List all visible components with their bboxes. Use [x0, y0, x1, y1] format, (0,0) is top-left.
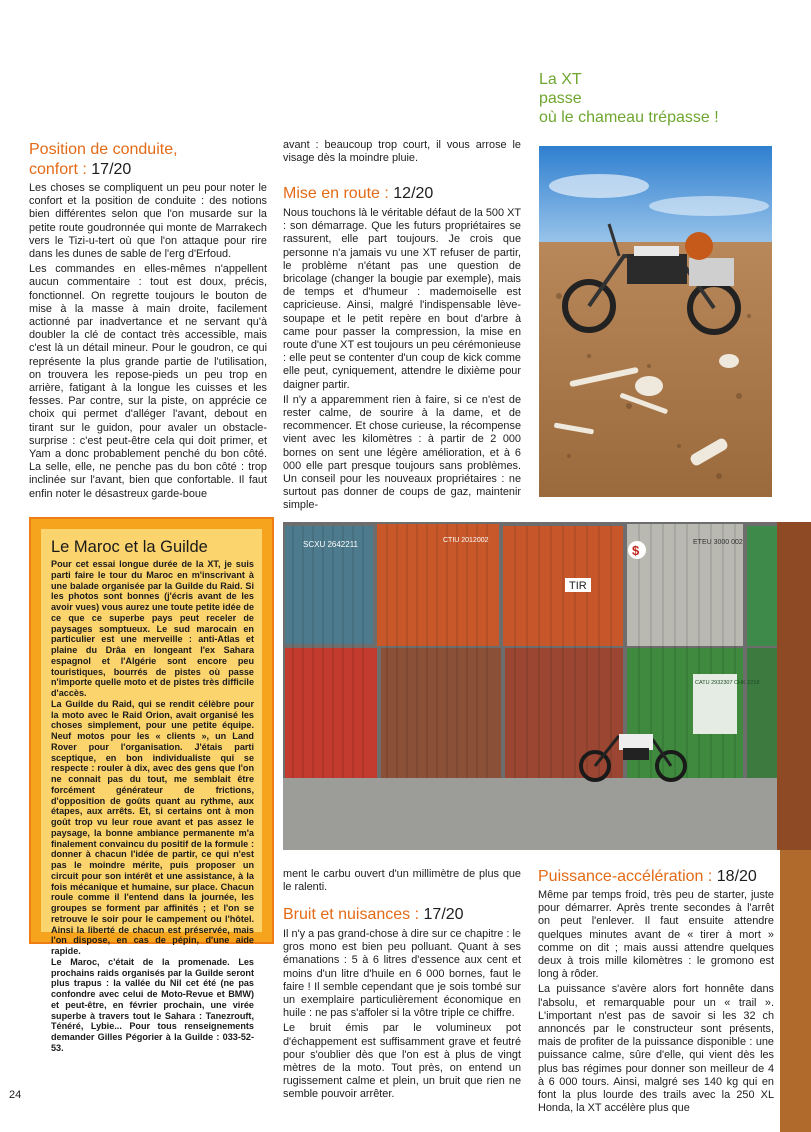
- paragraph: Les choses se compliquent un peu pour noter le confort et la position de conduite : des notions bien différentes selon que l'on musarde sur la petite route goudronnée qui monte de Marrakech vers le Tizi-u-tert où que l'on attaque pour rire dans les dunes de sable de l'erg d'Erfoud.: [29, 182, 267, 261]
- paragraph: Il n'y a pas grand-chose à dire sur ce chapitre : le gros mono est bien peu polluant. Quant à ses émanations : 5 à 6 litres d'essence aux cent et moins d'un litre d'huile en 6 000 bornes, faut le faire ! Il semble cependant que je sois tombé sur un exemplaire particulièrement économique en huile : ne pas s'affoler si la vôtre triple ce chiffre.: [283, 928, 521, 1020]
- section-position-heading: [29, 140, 267, 180]
- tagline-line-2: passe: [539, 90, 582, 107]
- section-mise-title: Mise en route :: [283, 185, 389, 202]
- sidebar-title: Le Maroc et la Guilde: [51, 538, 208, 556]
- container-code-right: ETEU 3000 002: [693, 539, 743, 546]
- desert-photo-illustration: [539, 146, 772, 497]
- col2-top-continuation: avant : beaucoup trop court, il vous arrose le visage dès la moindre pluie.: [283, 139, 521, 165]
- desert-motorcycle-photo: [539, 146, 772, 497]
- section-position-score: 17/20: [91, 161, 132, 178]
- section-bruit-score: 17/20: [423, 906, 464, 923]
- right-edge-photo-bleed: [780, 850, 811, 1132]
- section-position-body: [29, 182, 267, 501]
- section-mise: [283, 184, 521, 515]
- paragraph: Le Maroc, c'était de la promenade. Les prochains raids organisés par la Guilde seront plus trapus : la vallée du Nil cet été (ne pas confondre avec celui de Moto-Revue et BMW) et peut-être, en février prochain, une virée superbe à travers tout le Sahara : Tanezrouft, Ténéré, Lybie... Pour tous renseignements demander Gilles Pégorier à la Guilde : 033-52-53.: [51, 956, 254, 1053]
- tir-label: TIR: [569, 580, 587, 592]
- section-mise-heading: [283, 184, 521, 204]
- section-bruit-heading: [283, 905, 521, 925]
- tagline-line-3: où le chameau trépasse !: [539, 109, 719, 126]
- section-position-title-2: confort :: [29, 161, 87, 178]
- section-puissance-title: Puissance-accélération :: [538, 868, 713, 885]
- section-position-title-1: Position de conduite,: [29, 141, 178, 158]
- paragraph: Nous touchons là le véritable défaut de la 500 XT : son démarrage. Que les futurs propriétaires se rassurent, elle part toujours. Je crois que personne n'a jamais vu une XT refuser de partir, le problème n'étant pas une question de bricolage (changer la bougie par exemple), mais de temps et d'humeur : mademoiselle est capricieuse. Ainsi, malgré l'indispensable lève-soupape et le petit repère en bout d'arbre à came pour passer la compression, la mise en route d'une XT est toujours un peu cérémonieuse : elle peut se contenter d'un coup de kick comme elle peut, cyniquement, attendre le dixième pour daigner partir.: [283, 207, 521, 391]
- paragraph: La puissance s'avère alors fort honnête dans l'absolu, et remarquable pour un « trail ». L'important n'est pas de savoir si les 32 ch annoncés par le constructeur sont présents, mais de profiter de la puissance disponible : une puissance calme, sûre d'elle, qui vient dès les plus bas régimes pour donner son meilleur de 4 à 6 000 tours. Ainsi, malgré ses 140 kg qui en font la plus lourde des trails avec la 250 XL Honda, la XT accélère plus que: [538, 983, 774, 1115]
- tagline-line-1: La XT: [539, 71, 582, 88]
- container-code-green: CATU 2932307 CHK 2218: [695, 680, 760, 686]
- dollar-logo: $: [632, 543, 640, 558]
- tagline: [539, 70, 799, 127]
- paragraph: La Guilde du Raid, qui se rendit célèbre pour la moto avec le Raid Orion, avait organisé les choses simplement, pour une petite équipe. Neuf motos pour les « clients », un Land Rover pour l'organisation. J'étais parti sceptique, en bon individualiste qui se respecte : rouler à dix, avec des gens que l'on ne connait pas du tout, me semblait être forcément générateur de frictions, d'opposition de goûts quant au rythme, aux étapes, aux arrêts. Et, si certains ont à mon goût trop vu leur roue avant et pas assez le paysage, la bonne ambiance permanente m'a finalement convaincu du positif de la formule : donner à chacun l'idée de partir, ce qui n'est pas le moindre mérite, puis proposer un circuit pour son intérêt et une assistance, à la fois mécanique et humaine, sur place. Chacun roule comme il l'entend dans la journée, les groupes se forment par affinités ; et l'on se retrouve le soir pour le campement ou l'hôtel. Ainsi la liberté de chacun est préservée, mais l'on dispose, en cas de pépin, d'une aide rapide.: [51, 698, 254, 956]
- page-number: 24: [9, 1089, 22, 1101]
- container-code-center: CTIU 2012002: [443, 537, 489, 544]
- paragraph: Le bruit émis par le volumineux pot d'échappement est suffisamment grave et feutré pour s'oublier dès que l'on est à plus de vingt mètres de la moto. Tout près, on entend un rugissement calme et plein, un bruit que rien ne semble pouvoir arrêter.: [283, 1022, 521, 1101]
- paragraph: Il n'y a apparemment rien à faire, si ce n'est de rester calme, de sourire à la dame, et de recommencer. Et chose curieuse, la récompense vient avec les kilomètres : à partir de 2 000 bornes on sent une légère amélioration, et à 6 000 elle part presque toujours sans problèmes. Un conseil pour les nouveaux propriétaires : ne surtout pas donner de coups de gaz, maintenir simple-: [283, 393, 521, 512]
- section-puissance-body: [538, 889, 774, 1115]
- section-puissance-heading: [538, 867, 774, 887]
- section-mise-score: 12/20: [393, 185, 434, 202]
- paragraph: Même par temps froid, très peu de starter, juste pour démarrer. Après trente secondes à l'arrêt on peut l'enlever. Il faut ensuite attendre quelques minutes avant de « tirer à mort » comme on dit ; mais aussi attendre quelques deux à trois mille kilomètres : le gromono est long à rôder.: [538, 889, 774, 981]
- section-puissance: [538, 867, 774, 1117]
- section-puissance-score: 18/20: [716, 868, 757, 885]
- container-code-left: SCXU 2642211: [303, 540, 358, 549]
- section-bruit-body: [283, 928, 521, 1102]
- containers-illustration: [283, 522, 811, 850]
- section-bruit: [283, 905, 521, 1104]
- sidebar-body: [51, 559, 254, 1054]
- section-position: [29, 140, 267, 503]
- col2-bottom-continuation: ment le carbu ouvert d'un millimètre de plus que le ralenti.: [283, 868, 521, 894]
- paragraph: Pour cet essai longue durée de la XT, je suis parti faire le tour du Maroc en m'inscrivant à une balade organisée par la Guilde du Raid. Si les photos sont bonnes (j'écris avant de les avoir vues) vous aurez une toute petite idée de ce que ce superbe pays peut receler de paysages somptueux. Le sud marocain en particulier est une merveille : anti-Atlas et plaine du Drâa en longeant l'ex Sahara espagnol et l'Algérie sont encore peu touristiques, bourrés de pistes où passe n'importe quelle moto et de pistes très difficile d'accès.: [51, 559, 254, 698]
- section-mise-body: [283, 207, 521, 513]
- paragraph: Les commandes en elles-mêmes n'appellent aucun commentaire : tout est doux, précis, fonctionnel. On regrette toujours le bouton de mise à la masse à main droite, facilement actionné par inadvertance et ne servant qu'à doubler la clé de contact très accessible, mais c'est là un détail mineur. Pour le goudron, ce qui représente la plus grande partie de l'utilisation, on trouvera les repose-pieds un peu trop en arrière, fatigant à la longue les cuisses et les fesses. Par contre, sur la piste, on apprécie ce choix qui permet d'alléger l'avant, debout en tirant sur le guidon, pour avaler un obstacle-surprise : c'est peut-être cela qui doit primer, et Yam a donc probablement penché du bon côté. La selle, elle, ne penche pas du bon côté : trop inclinée sur l'avant, bien que confortable. Il faut enfin noter le désastreux garde-boue: [29, 263, 267, 500]
- sidebar-inner: [41, 529, 262, 1053]
- sidebar-box: [29, 517, 274, 1053]
- containers-photo: [283, 522, 811, 850]
- section-bruit-title: Bruit et nuisances :: [283, 906, 420, 923]
